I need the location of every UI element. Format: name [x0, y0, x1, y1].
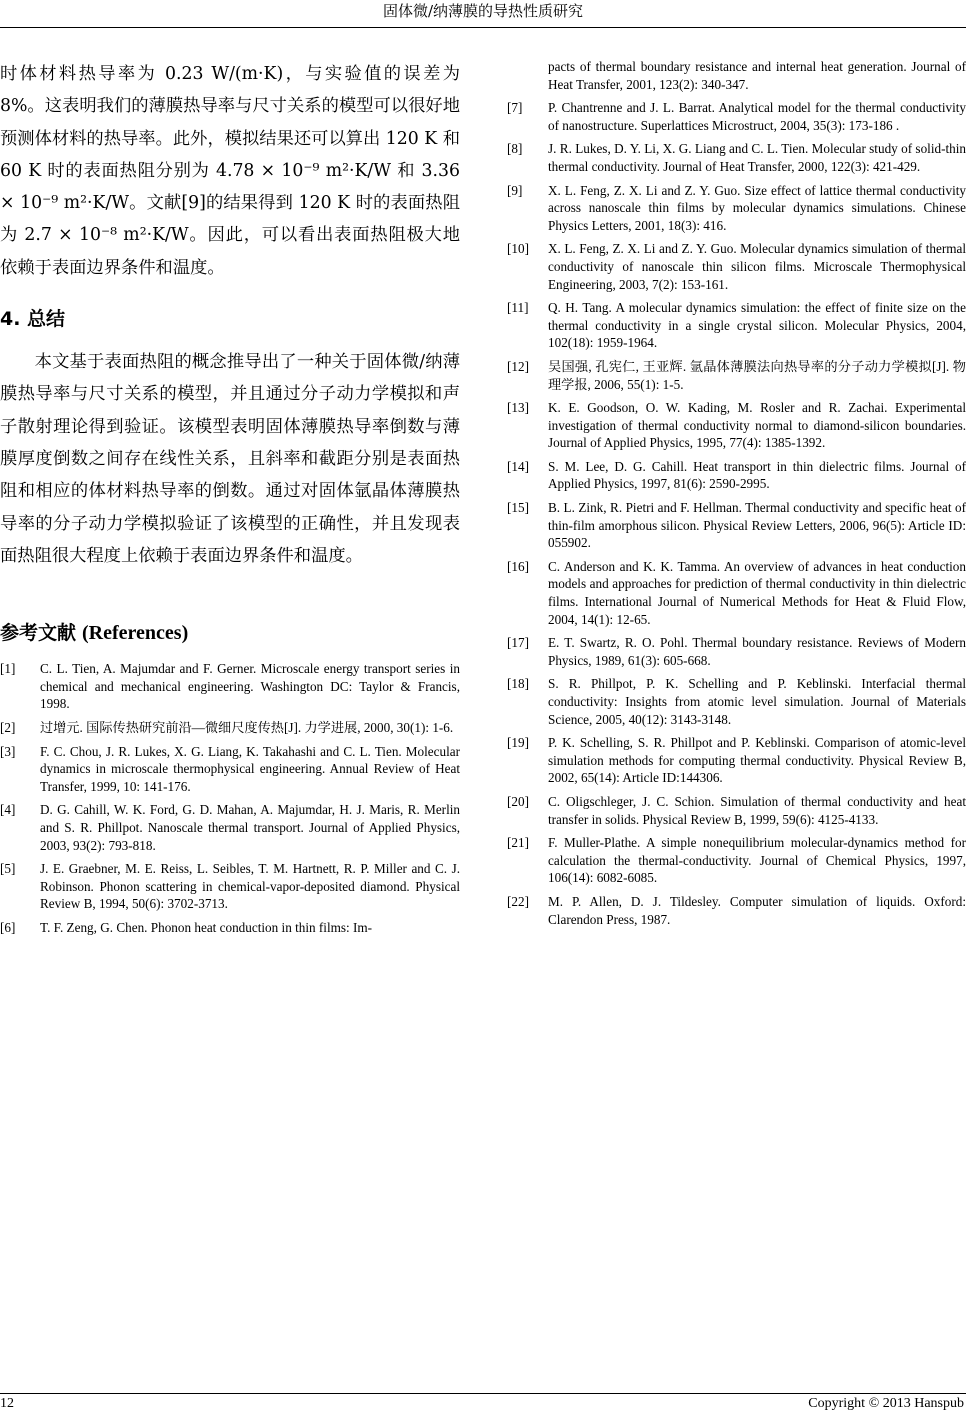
reference-number: [17]	[507, 635, 529, 651]
reference-item	[507, 675, 966, 728]
reference-number: [5]	[0, 861, 16, 877]
reference-text: J. E. Graebner, M. E. Reiss, L. Seibles, T. M. Hartnett, R. P. Miller and C. J. Robinson. Phonon scattering in chemical-vapor-deposited diamond. Physical Review B, 1994, 50(6): 3702-3713.	[40, 861, 460, 912]
reference-number: [19]	[507, 735, 529, 751]
reference-text: S. R. Phillpot, P. K. Schelling and P. Keblinski. Interfacial thermal conductivity: Insights from atomic level simulation. Journal of Materials Science, 2005, 40(12): 3143-3148.	[548, 676, 966, 727]
reference-text: P. Chantrenne and J. L. Barrat. Analytical model for the thermal conductivity of nanostructure. Superlattices Microstruct, 2004, 35(3): 173-186 .	[548, 100, 966, 133]
reference-number: [6]	[0, 919, 16, 935]
reference-text: C. Anderson and K. K. Tamma. An overview of advances in heat conduction models and approaches for prediction of thermal conductivity in thin dielectric films. International Journal of Numerical Methods for Heat & Fluid Flow, 2004, 14(1): 12-65.	[548, 558, 966, 627]
reference-item	[507, 99, 966, 134]
reference-item	[507, 299, 966, 352]
reference-text: F. C. Chou, J. R. Lukes, X. G. Liang, K. Takahashi and C. L. Tien. Molecular dynamics in microscale thermophysical engineering. Annual Review of Heat Transfer, 1999, 10: 141-176.	[40, 743, 460, 794]
running-header	[0, 0, 966, 28]
reference-item	[507, 793, 966, 828]
reference-number: [2]	[0, 719, 16, 735]
reference-item	[507, 140, 966, 175]
reference-text: F. Muller-Plathe. A simple nonequilibrium molecular-dynamics method for calculation the thermal-conductivity. Journal of Chemical Physics, 1997, 106(14): 6082-6085.	[548, 835, 966, 886]
reference-text: J. R. Lukes, D. Y. Li, X. G. Liang and C. L. Tien. Molecular study of solid-thin thermal conductivity. Journal of Heat Transfer, 2000, 122(3): 421-429.	[548, 141, 966, 174]
conclusion-paragraph: 本文基于表面热阻的概念推导出了一种关于固体微/纳薄膜热导率与尺寸关系的模型，并且通过分子动力学模拟和声子散射理论得到验证。该模型表明固体薄膜热导率倒数与薄膜厚度倒数之间存在线性关系，且斜率和截距分别是表面热阻和相应的体材料热导率的倒数。通过对固体氩晶体薄膜热导率的分子动力学模拟验证了该模型的正确性，并且发现表面热阻很大程度上依赖于表面边界条件和温度。	[0, 352, 460, 566]
reference-item	[507, 558, 966, 628]
reference-item	[507, 182, 966, 235]
reference-item	[507, 634, 966, 669]
reference-item	[507, 458, 966, 493]
reference-item	[507, 893, 966, 928]
reference-list-right	[507, 99, 966, 928]
reference-text: X. L. Feng, Z. X. Li and Z. Y. Guo. Size effect of lattice thermal conductivity across nanoscale thin films by molecular dynamics simulations. Chinese Physics Letters, 2001, 18(3): 416.	[548, 182, 966, 233]
page-number: 12	[0, 1396, 14, 1411]
reference-number: [9]	[507, 182, 523, 198]
reference-number: [8]	[507, 141, 523, 157]
body-paragraph: 时体材料热导率为 0.23 W/(m·K)，与实验值的误差为 8%。这表明我们的薄膜热导率与尺寸关系的模型可以很好地预测体材料的热导率。此外，模拟结果还可以算出 120 K 和 60 K 时的表面热阻分别为 4.78 × 10⁻⁹ m²·K/W 和 3.36 × 10⁻⁹ m²·K/W。文献[9]的结果得到 120 K 时的表面热阻为 2.7 × 10⁻⁸ m²·K/W。因此，可以看出表面热阻极大地依赖于表面边界条件和温度。	[0, 64, 460, 278]
reference-item	[0, 743, 460, 796]
reference-number: [15]	[507, 500, 529, 516]
reference-text: C. L. Tien, A. Majumdar and F. Gerner. Microscale energy transport series in chemical and mechanical engineering. Washington DC: Taylor & Francis, 1998.	[40, 661, 460, 712]
reference-number: [1]	[0, 661, 16, 677]
reference-number: [11]	[507, 300, 529, 316]
reference-text: 吴国强, 孔宪仁, 王亚辉. 氩晶体薄膜法向热导率的分子动力学模拟[J]. 物理学报, 2006, 55(1): 1-5.	[548, 358, 966, 392]
reference-text: Q. H. Tang. A molecular dynamics simulation: the effect of finite size on the thermal conductivity in a single crystal silicon. Molecular Physics, 2004, 102(18): 1959-1964.	[548, 300, 966, 351]
reference-item	[0, 860, 460, 913]
reference-item	[0, 660, 460, 713]
reference-number: [14]	[507, 458, 529, 474]
reference-text: 过增元. 国际传热研究前沿—微细尺度传热[J]. 力学进展, 2000, 30(1): 1-6.	[40, 719, 454, 735]
copyright-notice: Copyright © 2013 Hanspub	[808, 1396, 964, 1411]
reference-number: [3]	[0, 743, 16, 759]
reference-text: M. P. Allen, D. J. Tildesley. Computer simulation of liquids. Oxford: Clarendon Press, 1987.	[548, 893, 966, 927]
reference-item	[0, 719, 460, 737]
reference-text: K. E. Goodson, O. W. Kading, M. Rosler and R. Zachai. Experimental investigation of thermal conductivity normal to diamond-silicon boundaries. Journal of Applied Physics, 1995, 77(4): 1385-1392.	[548, 400, 966, 451]
page-footer	[0, 1393, 966, 1414]
reference-text: T. F. Zeng, G. Chen. Phonon heat conduction in thin films: Im-	[40, 919, 373, 935]
reference-item	[507, 499, 966, 552]
reference-number: [12]	[507, 358, 529, 374]
reference-continuation: pacts of thermal boundary resistance and internal heat generation. Journal of Heat Transfer, 2001, 123(2): 340-347.	[548, 59, 966, 92]
reference-list-left	[0, 660, 460, 936]
reference-number: [13]	[507, 400, 529, 416]
reference-number: [20]	[507, 793, 529, 809]
reference-item	[507, 834, 966, 887]
section-heading: 4. 总结	[0, 308, 66, 331]
references-heading	[0, 618, 460, 648]
header-title: 固体微/纳薄膜的导热性质研究	[382, 2, 584, 20]
reference-text: P. K. Schelling, S. R. Phillpot and P. Keblinski. Comparison of atomic-level simulation methods for computing thermal conductivity. Physical Review B, 2002, 65(14): Article ID:144306.	[548, 735, 966, 786]
reference-text: B. L. Zink, R. Pietri and F. Hellman. Thermal conductivity and specific heat of thin-film amorphous silicon. Physical Review Letters, 2006, 96(5): Article ID: 055902.	[548, 500, 966, 551]
right-column	[507, 58, 966, 934]
left-column	[0, 58, 460, 942]
reference-number: [21]	[507, 835, 529, 851]
reference-item	[507, 399, 966, 452]
reference-item	[507, 358, 966, 393]
reference-item	[0, 919, 460, 937]
reference-text: X. L. Feng, Z. X. Li and Z. Y. Guo. Molecular dynamics simulation of thermal conductivity of nanoscale thin silicon films. Microscale Thermophysical Engineering, 2003, 7(2): 153-161.	[548, 241, 966, 292]
reference-number: [7]	[507, 100, 523, 116]
references-title: 参考文献	[0, 622, 77, 645]
reference-number: [18]	[507, 676, 529, 692]
reference-text: C. Oligschleger, J. C. Schion. Simulation of thermal conductivity and heat transfer in solids. Physical Review B, 1999, 59(6): 4125-4133.	[548, 793, 966, 827]
reference-text: S. M. Lee, D. G. Cahill. Heat transport in thin dielectric films. Journal of Applied Physics, 1997, 81(6): 2590-2995.	[548, 458, 966, 492]
reference-item	[0, 801, 460, 854]
reference-number: [10]	[507, 241, 529, 257]
references-title-en: (References)	[82, 622, 189, 645]
reference-number: [22]	[507, 893, 529, 909]
reference-text: D. G. Cahill, W. K. Ford, G. D. Mahan, A. Majumdar, H. J. Maris, R. Merlin and S. R. Phillpot. Nanoscale thermal transport. Journal of Applied Physics, 2003, 93(2): 793-818.	[40, 802, 460, 853]
reference-item	[507, 734, 966, 787]
reference-item	[507, 240, 966, 293]
reference-number: [16]	[507, 558, 529, 574]
reference-number: [4]	[0, 802, 16, 818]
reference-text: E. T. Swartz, R. O. Pohl. Thermal boundary resistance. Reviews of Modern Physics, 1989, 61(3): 605-668.	[548, 635, 966, 668]
